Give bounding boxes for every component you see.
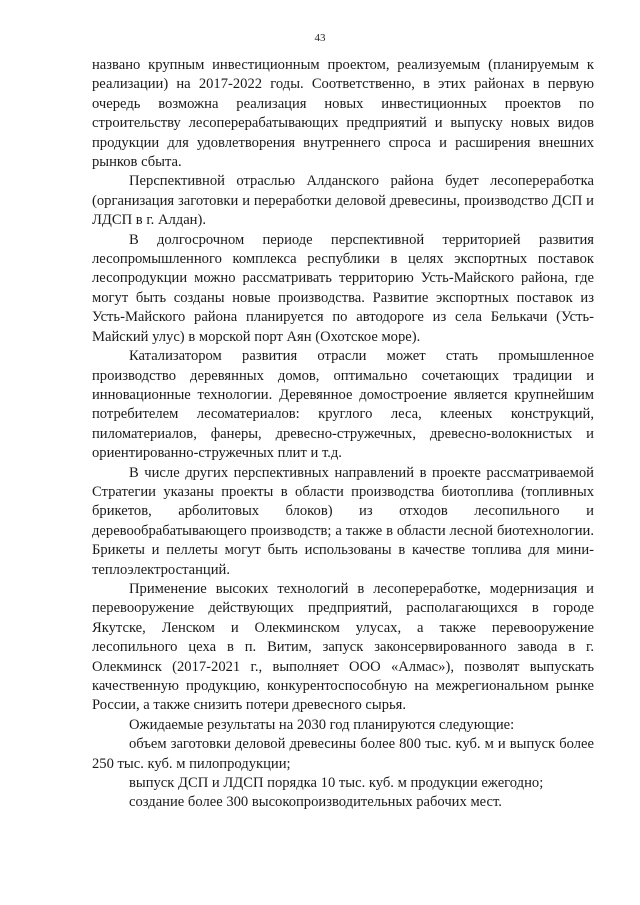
page-number: 43 xyxy=(314,32,326,44)
paragraph: Применение высоких технологий в лесопереработке, модернизация и перевооружение действующих предприятий, располагающихся в городе Якутске, Ленском и Олекминском улусах, а также перевооружение лесопильного цеха в п. Витим, запуск законсервированного завода в г. Олекминск (2017-2021 г., выполняет ООО «Алмас»), позволят выпускать качественную продукцию, конкурентоспособную на межрегиональном рынке России, а также снизить потери древесного сырья. xyxy=(92,580,594,714)
paragraph: Перспективной отраслью Алданского района будет лесопереработка (организация заготовки и переработки деловой древесины, производство ДСП и ЛДСП в г. Алдан). xyxy=(92,173,594,229)
paragraph: Ожидаемые результаты на 2030 год планируются следующие: xyxy=(129,716,515,733)
paragraph: Катализатором развития отрасли может стать промышленное производство деревянных домов, оптимально сочетающих традиции и инновационные технологии. Деревянное домостроение является крупнейшим потребителем лесоматериалов: круглого леса, клееных конструкций, пиломатериалов, фанеры, древесно-стружечных, древесно-волокнистых и ориентированно-стружечных плит и т.д. xyxy=(92,348,594,462)
list-item: выпуск ДСП и ЛДСП порядка 10 тыс. куб. м продукции ежегодно; xyxy=(129,775,544,792)
body-text xyxy=(92,56,594,813)
paragraph: В долгосрочном периоде перспективной территорией развития лесопромышленного комплекса республики в целях экспортных поставок лесопродукции можно рассматривать территорию Усть-Майского района, где могут быть созданы новые производства. Развитие экспортных поставок из Усть-Майского района планируется по автодороге из села Белькачи (Усть-Майский улус) в морской порт Аян (Охотское море). xyxy=(92,231,594,345)
list-item: создание более 300 высокопроизводительных рабочих мест. xyxy=(129,794,502,811)
list-item: объем заготовки деловой древесины более 800 тыс. куб. м и выпуск более 250 тыс. куб. м пилопродукции; xyxy=(92,736,594,772)
paragraph: В числе других перспективных направлений в проекте рассматриваемой Стратегии указаны проекты в области производства биотоплива (топливных брикетов, арболитовых блоков) из отходов лесопильного и деревообрабатывающего производств; а также в области лесной биотехнологии. Брикеты и пеллеты могут быть использованы в качестве топлива для мини-теплоэлектростанций. xyxy=(92,464,594,578)
paragraph: названо крупным инвестиционным проектом, реализуемым (планируемым к реализации) на 2017-2022 годы. Соответственно, в этих районах в первую очередь возможна реализация новых инвестиционных проектов по строительству лесоперерабатывающих предприятий и выпуску новых видов продукции для удовлетворения внутреннего спроса и расширения внешних рынков сбыта. xyxy=(92,57,594,171)
